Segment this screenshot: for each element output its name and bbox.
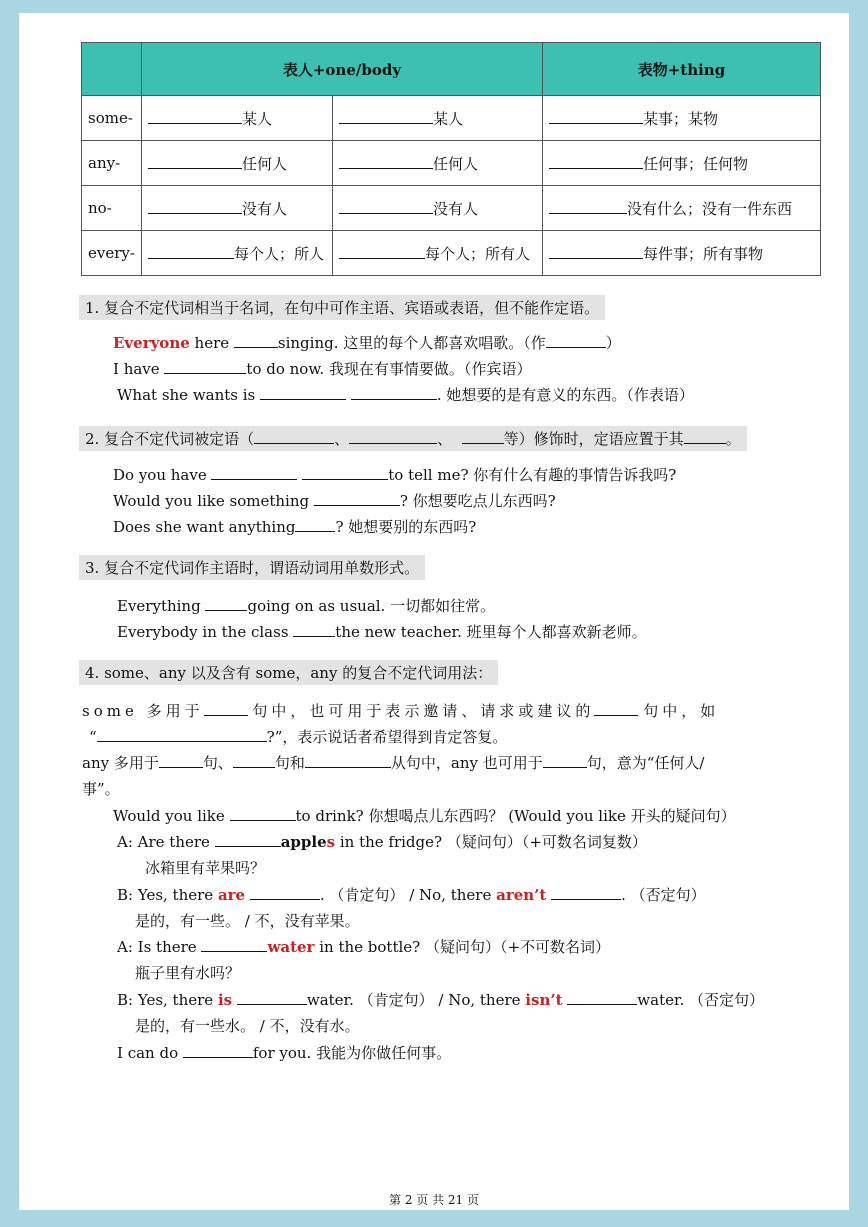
fill-blank[interactable]	[339, 109, 433, 124]
table-cell: 每个人；所人	[141, 231, 332, 276]
table-cell: 任何事；任何物	[542, 141, 820, 186]
fill-blank[interactable]	[543, 753, 587, 768]
fill-blank[interactable]	[549, 109, 643, 124]
fill-blank[interactable]	[462, 429, 504, 444]
table-row	[82, 231, 821, 276]
table-header-person: 表人+one/body	[141, 43, 542, 96]
table-row	[82, 96, 821, 141]
s2-example-3: Does she want anything ? 她想要别的东西吗?	[113, 518, 477, 536]
fill-blank[interactable]	[148, 244, 234, 259]
s4-example-1: Would you like to drink? 你想喝点儿东西吗？ (Would you like 开头的疑问句）	[113, 807, 736, 825]
fill-blank[interactable]	[215, 832, 281, 847]
s1-example-3: What she wants is . 她想要的是有意义的东西。（作表语）	[117, 386, 694, 404]
s4-example-6: I can do for you. 我能为你做任何事。	[117, 1044, 452, 1062]
fill-blank[interactable]	[349, 429, 437, 444]
table-row	[82, 141, 821, 186]
fill-blank[interactable]	[237, 990, 307, 1005]
table-cell: 每个人；所有人	[332, 231, 542, 276]
document-page	[19, 13, 849, 1210]
fill-blank[interactable]	[204, 701, 248, 716]
s4-paragraph-line-3: any 多用于 句、 句和 从句中，any 也可用于 句，意为“任何人/	[82, 754, 705, 772]
fill-blank[interactable]	[549, 154, 643, 169]
fill-blank[interactable]	[233, 753, 275, 768]
fill-blank[interactable]	[230, 806, 296, 821]
fill-blank[interactable]	[339, 244, 425, 259]
fill-blank[interactable]	[148, 199, 242, 214]
s2-example-2: Would you like something ? 你想要吃点儿东西吗?	[113, 492, 556, 510]
fill-blank[interactable]	[159, 753, 203, 768]
fill-blank[interactable]	[549, 199, 627, 214]
fill-blank[interactable]	[293, 622, 335, 637]
s1-example-1: Everyone here singing. 这里的每个人都喜欢唱歌。（作 ）	[113, 334, 621, 352]
fill-blank[interactable]	[305, 753, 391, 768]
fill-blank[interactable]	[339, 154, 433, 169]
fill-blank[interactable]	[254, 429, 334, 444]
fill-blank[interactable]	[183, 1043, 253, 1058]
row-prefix: no-	[82, 186, 142, 231]
fill-blank[interactable]	[148, 154, 242, 169]
compound-pronoun-table	[81, 42, 821, 276]
fill-blank[interactable]	[97, 727, 267, 742]
table-cell: 没有人	[332, 186, 542, 231]
table-cell: 没有人	[141, 186, 332, 231]
fill-blank[interactable]	[164, 359, 246, 374]
s4-example-2-translation: 冰箱里有苹果吗？	[145, 859, 266, 877]
fill-blank[interactable]	[314, 491, 400, 506]
s4-example-4: A: Is there water in the bottle? （疑问句）（+不可数名词）	[117, 938, 611, 956]
table-row	[82, 186, 821, 231]
table-cell: 任何人	[332, 141, 542, 186]
fill-blank[interactable]	[234, 333, 278, 348]
table-header-corner	[82, 43, 142, 96]
fill-blank[interactable]	[551, 885, 621, 900]
s4-paragraph-line-4: 事”。	[82, 780, 120, 798]
fill-blank[interactable]	[594, 701, 638, 716]
fill-blank[interactable]	[684, 429, 726, 444]
fill-blank[interactable]	[549, 244, 643, 259]
table-cell: 每件事；所有事物	[542, 231, 820, 276]
row-prefix: some-	[82, 96, 142, 141]
page-number-footer: 第 2 页 共 21 页	[389, 1193, 479, 1207]
fill-blank[interactable]	[295, 517, 335, 532]
fill-blank[interactable]	[567, 990, 637, 1005]
fill-blank[interactable]	[351, 385, 437, 400]
section-3-heading: 3. 复合不定代词作主语时，谓语动词用单数形式。	[79, 555, 425, 580]
s3-example-2: Everybody in the class the new teacher. 班里每个人都喜欢新老师。	[117, 623, 647, 641]
fill-blank[interactable]	[148, 109, 242, 124]
table-header-row	[82, 43, 821, 96]
s4-example-5: B: Yes, there is water. （肯定句） / No, there isn’t water. （否定句）	[117, 991, 765, 1009]
fill-blank[interactable]	[250, 885, 320, 900]
row-prefix: every-	[82, 231, 142, 276]
section-4-heading: 4. some、any 以及含有 some，any 的复合不定代词用法：	[79, 660, 498, 685]
fill-blank[interactable]	[201, 937, 267, 952]
s4-example-5-translation: 是的，有一些水。 / 不，没有水。	[135, 1017, 360, 1035]
s4-paragraph-line-1: some 多用于 句中，也可用于表示邀请、请求或建议的 句中，如	[82, 702, 720, 720]
fill-blank[interactable]	[546, 333, 606, 348]
s2-example-1: Do you have to tell me? 你有什么有趣的事情告诉我吗?	[113, 466, 677, 484]
s4-example-3: B: Yes, there are . （肯定句） / No, there aren’t . （否定句）	[117, 886, 706, 904]
fill-blank[interactable]	[339, 199, 433, 214]
table-header-thing: 表物+thing	[542, 43, 820, 96]
s1-example-2: I have to do now. 我现在有事情要做。（作宾语）	[113, 360, 532, 378]
section-1-heading: 1. 复合不定代词相当于名词，在句中可作主语、宾语或表语，但不能作定语。	[79, 295, 605, 320]
s3-example-1: Everything going on as usual. 一切都如往常。	[117, 597, 496, 615]
table-cell: 任何人	[141, 141, 332, 186]
fill-blank[interactable]	[260, 385, 346, 400]
fill-blank[interactable]	[302, 465, 388, 480]
fill-blank[interactable]	[205, 596, 247, 611]
table-cell: 某人	[332, 96, 542, 141]
table-cell: 没有什么；没有一件东西	[542, 186, 820, 231]
row-prefix: any-	[82, 141, 142, 186]
s4-paragraph-line-2: “ ?”，表示说话者希望得到肯定答复。	[89, 728, 508, 746]
table-cell: 某事；某物	[542, 96, 820, 141]
section-2-heading: 2. 复合不定代词被定语（ 、 、 等）修饰时，定语应置于其 。	[79, 426, 747, 451]
fill-blank[interactable]	[211, 465, 297, 480]
s4-example-4-translation: 瓶子里有水吗？	[135, 964, 241, 982]
table-cell: 某人	[141, 96, 332, 141]
s4-example-3-translation: 是的，有一些。 / 不，没有苹果。	[135, 912, 360, 930]
s4-example-2: A: Are there apples in the fridge? （疑问句）（+可数名词复数）	[117, 833, 647, 851]
